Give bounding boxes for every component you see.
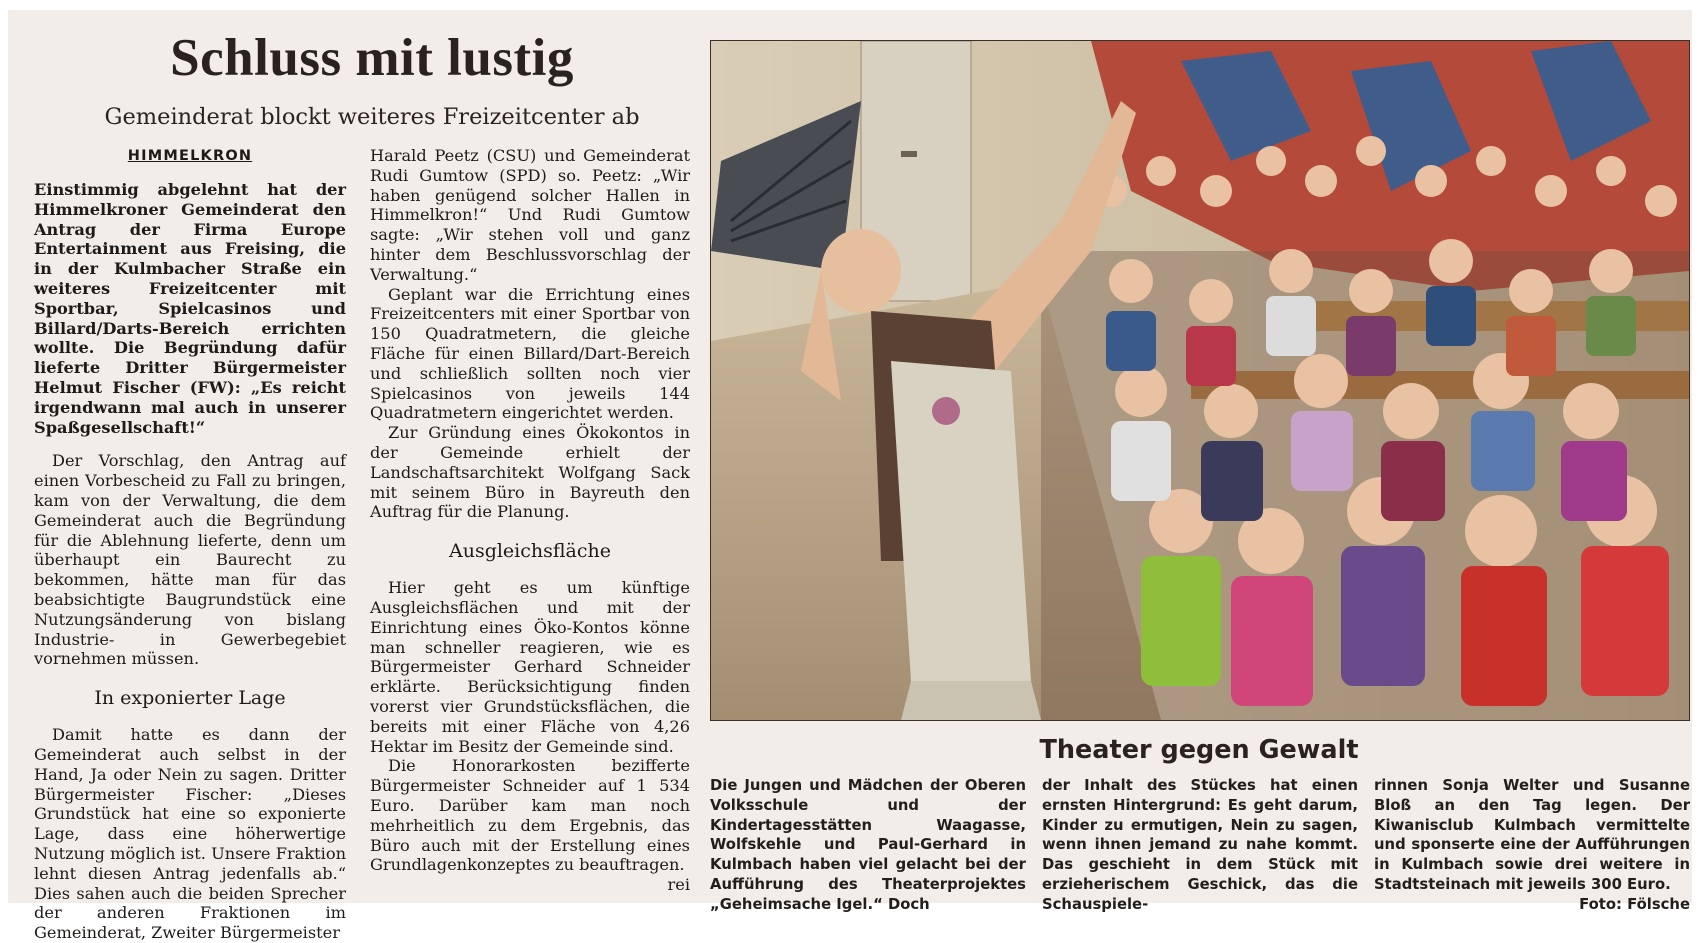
body-paragraph: Geplant war die Errichtung eines Freizeitcenters mit einer Sportbar von 150 Quadratmetern, die gleiche Fläche für einen Billard/Dart-Bereich und schließlich sollten noch vier Spielcasinos von jeweils 144 Quadratmetern eingerichtet werden. [370,284,690,423]
photo-caption-title: Theater gegen Gewalt [1039,735,1359,765]
subheadline: Gemeinderat blockt weiteres Freizeitcenter ab [104,104,640,130]
lead-paragraph: Einstimmig abgelehnt hat der Himmelkroner Gemeinderat den Antrag der Firma Europe Entertainment aus Freising, die in der Kulmbacher Straße ein weiteres Freizeitcenter mit Sportbar, Spielcasinos und Billard/Darts-Bereich errichten wollte. Die Begründung dafür lieferte Dritter Bürgermeister Helmut Fischer (FW): „Es reicht irgendwann mal auch in unserer Spaßgesellschaft!“ [34,180,346,437]
dateline: HIMMELKRON [127,148,253,164]
author-initials: rei [667,875,690,895]
body-text: Die Honorarkosten bezifferte Bürgermeister Schneider auf 1 534 Euro. Darüber kam man noch mehrheitlich zu dem Ergebnis, das Büro auch mit der Erstellung eines Grundlagenkonzeptes zu beauftragen. [370,756,690,875]
article-column-2 [370,146,690,895]
section-subhead: Ausgleichsfläche [448,540,612,563]
body-paragraph [370,756,690,895]
caption-text: der Inhalt des Stückes hat einen ernsten Hintergrund: Es geht darum, Kinder zu ermutigen, Nein zu sagen, wenn ihnen jemand zu nahe kommt. Das geschieht in dem Stück mit erzieherischem Geschick, das die Schauspiele- [1042,777,1358,913]
caption-column-3 [1374,776,1690,915]
section-subhead: In exponierter Lage [94,687,286,710]
caption-text: rinnen Sonja Welter und Susanne Bloß an den Tag legen. Der Kiwanisclub Kulmbach vermittelte und sponserte eine der Aufführungen in Kulmbach sowie drei weitere in Stadtsteinach mit jeweils 300 Euro. [1374,777,1690,893]
article-photo [710,40,1690,721]
headline: Schluss mit lustig [170,29,574,87]
body-paragraph: Damit hatte es dann der Gemeinderat auch selbst in der Hand, Ja oder Nein zu sagen. Dritter Bürgermeister Fischer: „Dieses Grundstück hat eine so exponierte Lage, dass eine höherwertige Nutzung möglich ist. Unsere Fraktion lehnt diesen Antrag jedenfalls ab.“ Dies sahen auch die beiden Sprecher der anderen Fraktionen im Gemeinderat, Zweiter Bürgermeister [34,725,346,943]
caption-column-2 [1042,776,1358,915]
caption-text: Die Jungen und Mädchen der Oberen Volksschule und der Kindertagesstätten Waagasse, Wolfskehle und Paul-Gerhard in Kulmbach haben viel gelacht bei der Aufführung des Theaterprojektes „Geheimsache Igel.“ Doch [710,777,1026,913]
photo-credit: Foto: Fölsche [1579,895,1690,913]
body-paragraph: Harald Peetz (CSU) und Gemeinderat Rudi Gumtow (SPD) so. Peetz: „Wir haben genügend solcher Hallen in Himmelkron!“ Und Rudi Gumtow sagte: „Wir stehen voll und ganz hinter dem Beschlussvorschlag der Verwaltung.“ [370,146,690,284]
body-paragraph: Zur Gründung eines Ökokontos in der Gemeinde erhielt der Landschaftsarchitekt Wolfgang Sack mit seinem Büro in Bayreuth den Auftrag für die Planung. [370,423,690,522]
newspaper-clipping [8,10,1692,943]
body-paragraph: Hier geht es um künftige Ausgleichsflächen und mit der Einrichtung eines Öko-Kontos könne man schneller reagieren, wie es Bürgermeister Gerhard Schneider erklärte. Berücksichtigung finden vorerst vier Grundstücksflächen, die bereits mit einer Fläche von 4,26 Hektar im Besitz der Gemeinde sind. [370,578,690,756]
caption-column-1 [710,776,1026,915]
body-paragraph: Der Vorschlag, den Antrag auf einen Vorbescheid zu Fall zu bringen, kam von der Verwaltung, die dem Gemeinderat auch die Begründung für die Ablehnung lieferte, denn um überhaupt ein Baurecht zu bekommen, hätte man für das beabsichtigte Baugrundstück eine Nutzungsänderung von bislang Industrie- in Gewerbegebiet vornehmen müssen. [34,451,346,669]
article-column-1 [34,146,346,943]
